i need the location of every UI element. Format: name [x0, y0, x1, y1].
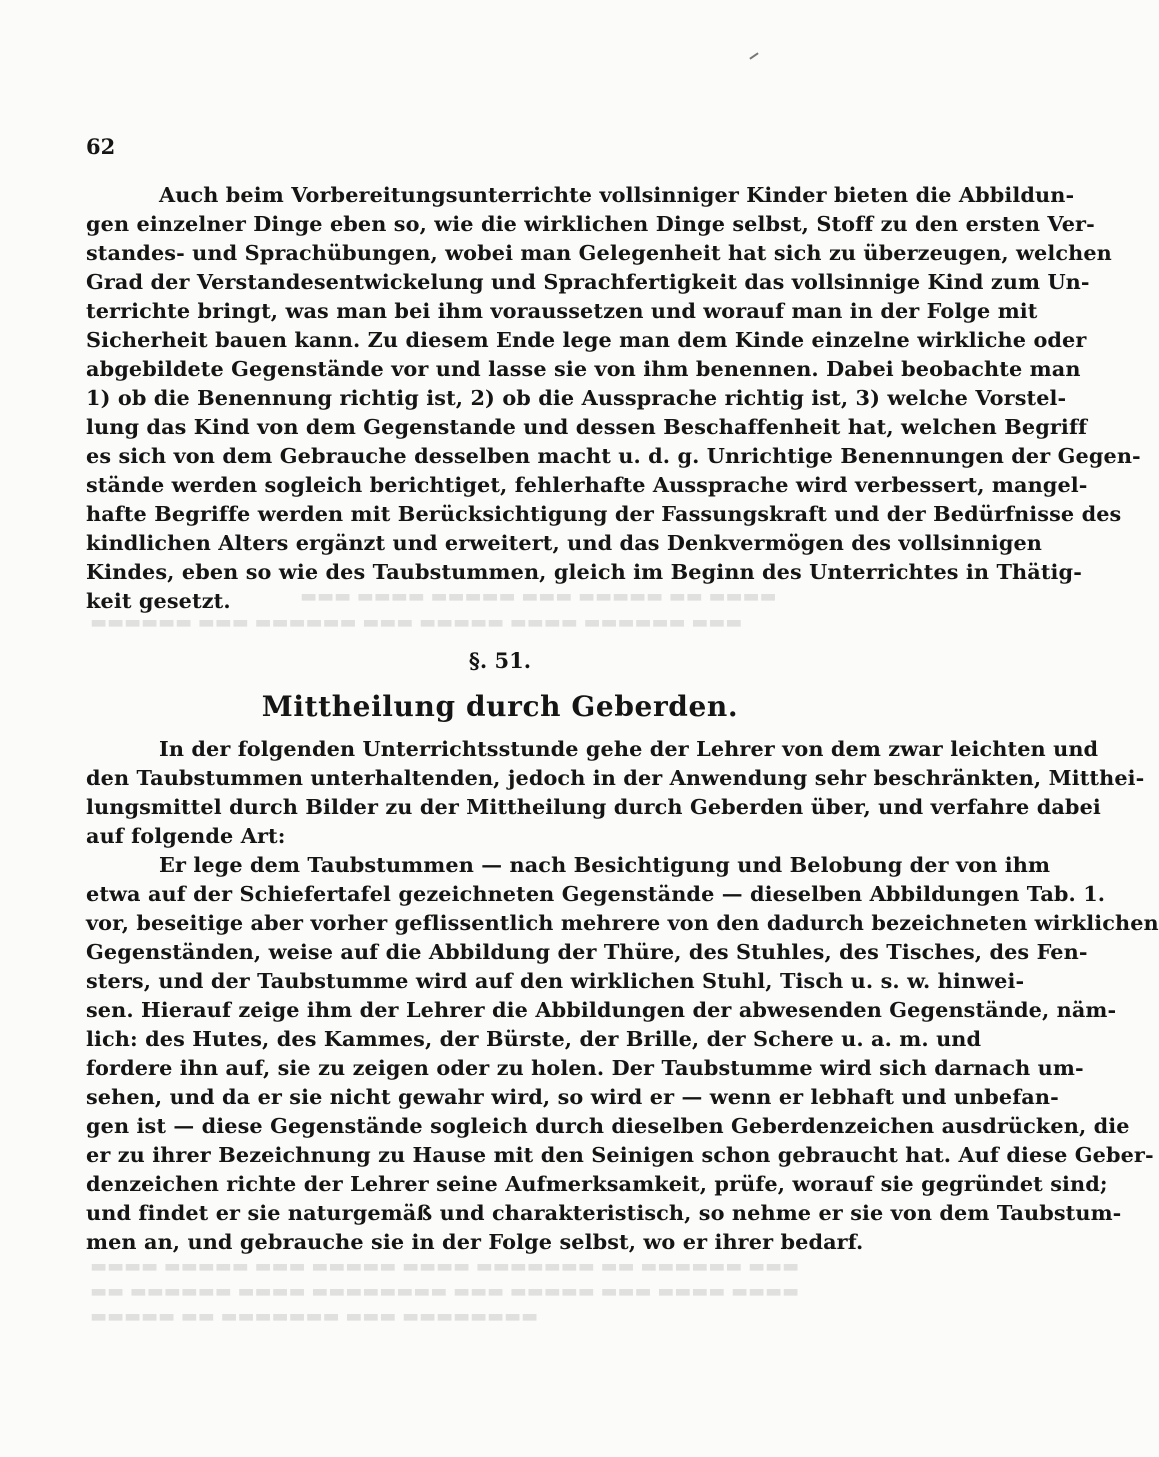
show-through-text: ▬▬▬ ▬▬▬▬ ▬▬▬▬▬ ▬▬▬ ▬▬▬▬▬ ▬▬ ▬▬▬▬	[300, 586, 777, 607]
text-line: Sicherheit bauen kann. Zu diesem Ende lege man dem Kinde einzelne wirkliche oder	[86, 327, 1087, 352]
text-line: Kindes, eben so wie des Taubstummen, gleich im Beginn des Unterrichtes in Thätig-	[86, 559, 1082, 584]
text-line: den Taubstummen unterhaltenden, jedoch in der Anwendung sehr beschränkten, Mitthei-	[86, 765, 1145, 790]
text-line: gen ist — diese Gegenstände sogleich durch dieselben Geberdenzeichen ausdrücken, die	[86, 1113, 1130, 1138]
text-line: Grad der Verstandesentwickelung und Sprachfertigkeit das vollsinnige Kind zum Un-	[86, 269, 1090, 294]
text-line: lungsmittel durch Bilder zu der Mittheilung durch Geberden über, und verfahre dabei	[86, 794, 1101, 819]
show-through-text: ▬▬▬▬▬▬ ▬▬▬ ▬▬▬▬▬▬ ▬▬▬ ▬▬▬▬▬ ▬▬▬▬ ▬▬▬▬▬▬ ▬▬▬	[90, 612, 743, 633]
text-line: fordere ihn auf, sie zu zeigen oder zu holen. Der Taubstumme wird sich darnach um-	[86, 1055, 1084, 1080]
text-line: abgebildete Gegenstände vor und lasse sie von ihm benennen. Dabei beobachte man	[86, 356, 1081, 381]
text-line: Gegenständen, weise auf die Abbildung der Thüre, des Stuhles, des Tisches, des Fen-	[86, 939, 1088, 964]
text-line: sters, und der Taubstumme wird auf den wirklichen Stuhl, Tisch u. s. w. hinwei-	[86, 968, 1025, 993]
text-line: auf folgende Art:	[86, 823, 286, 848]
text-line: sehen, und da er sie nicht gewahr wird, so wird er — wenn er lebhaft und unbefan-	[86, 1084, 1059, 1109]
text-line: und findet er sie naturgemäß und charakteristisch, so nehme er sie von dem Taubstum-	[86, 1200, 1122, 1225]
page-number: 62	[86, 134, 116, 159]
text-line: Er lege dem Taubstummen — nach Besichtigung und Belobung der von ihm	[159, 852, 1051, 877]
show-through-text: ▬▬▬▬▬ ▬▬ ▬▬▬▬▬▬▬ ▬▬▬ ▬▬▬▬▬▬▬▬	[90, 1306, 539, 1327]
text-line: lung das Kind von dem Gegenstande und dessen Beschaffenheit hat, welchen Begriff	[86, 414, 1088, 439]
text-line: men an, und gebrauche sie in der Folge selbst, wo er ihrer bedarf.	[86, 1229, 864, 1254]
text-line: etwa auf der Schiefertafel gezeichneten Gegenstände — dieselben Abbildungen Tab. 1.	[86, 881, 1106, 906]
text-line: kindlichen Alters ergänzt und erweitert, und das Denkvermögen des vollsinnigen	[86, 530, 1043, 555]
margin-mark	[749, 52, 758, 59]
text-line: standes- und Sprachübungen, wobei man Gelegenheit hat sich zu überzeugen, welchen	[86, 240, 1112, 265]
show-through-text: ▬▬▬▬ ▬▬▬▬▬ ▬▬▬ ▬▬▬▬▬ ▬▬▬▬ ▬▬▬▬▬▬▬ ▬▬ ▬▬▬▬▬▬ ▬▬▬	[90, 1256, 800, 1277]
section-title: Mittheilung durch Geberden.	[261, 690, 739, 723]
text-line: In der folgenden Unterrichtsstunde gehe der Lehrer von dem zwar leichten und	[159, 736, 1099, 761]
text-line: sen. Hierauf zeige ihm der Lehrer die Abbildungen der abwesenden Gegenstände, näm-	[86, 997, 1117, 1022]
text-line: Auch beim Vorbereitungsunterrichte vollsinniger Kinder bieten die Abbildun-	[159, 182, 1075, 207]
text-line: vor, beseitige aber vorher geflissentlich mehrere von den dadurch bezeichneten wirklichen	[86, 910, 1159, 935]
text-line: gen einzelner Dinge eben so, wie die wirklichen Dinge selbst, Stoff zu den ersten Ver-	[86, 211, 1095, 236]
text-line: terrichte bringt, was man bei ihm voraussetzen und worauf man in der Folge mit	[86, 298, 1038, 323]
text-line: er zu ihrer Bezeichnung zu Hause mit den Seinigen schon gebraucht hat. Auf diese Geber-	[86, 1142, 1154, 1167]
text-line: hafte Begriffe werden mit Berücksichtigung der Fassungskraft und der Bedürfnisse des	[86, 501, 1122, 526]
show-through-text: ▬▬ ▬▬▬▬▬▬ ▬▬▬▬ ▬▬▬▬▬▬▬▬ ▬▬▬ ▬▬▬▬▬ ▬▬▬ ▬▬▬▬ ▬▬▬▬	[90, 1281, 800, 1302]
text-line: 1) ob die Benennung richtig ist, 2) ob die Aussprache richtig ist, 3) welche Vorstel-	[86, 385, 1067, 410]
text-line: es sich von dem Gebrauche desselben macht u. d. g. Unrichtige Benennungen der Gegen-	[86, 443, 1141, 468]
text-line: denzeichen richte der Lehrer seine Aufmerksamkeit, prüfe, worauf sie gegründet sind;	[86, 1171, 1108, 1196]
text-line: lich: des Hutes, des Kammes, der Bürste, der Brille, der Schere u. a. m. und	[86, 1026, 982, 1051]
text-line: stände werden sogleich berichtiget, fehlerhafte Aussprache wird verbessert, mangel-	[86, 472, 1088, 497]
text-line: keit gesetzt.	[86, 588, 231, 613]
section-number: §. 51.	[468, 648, 532, 673]
